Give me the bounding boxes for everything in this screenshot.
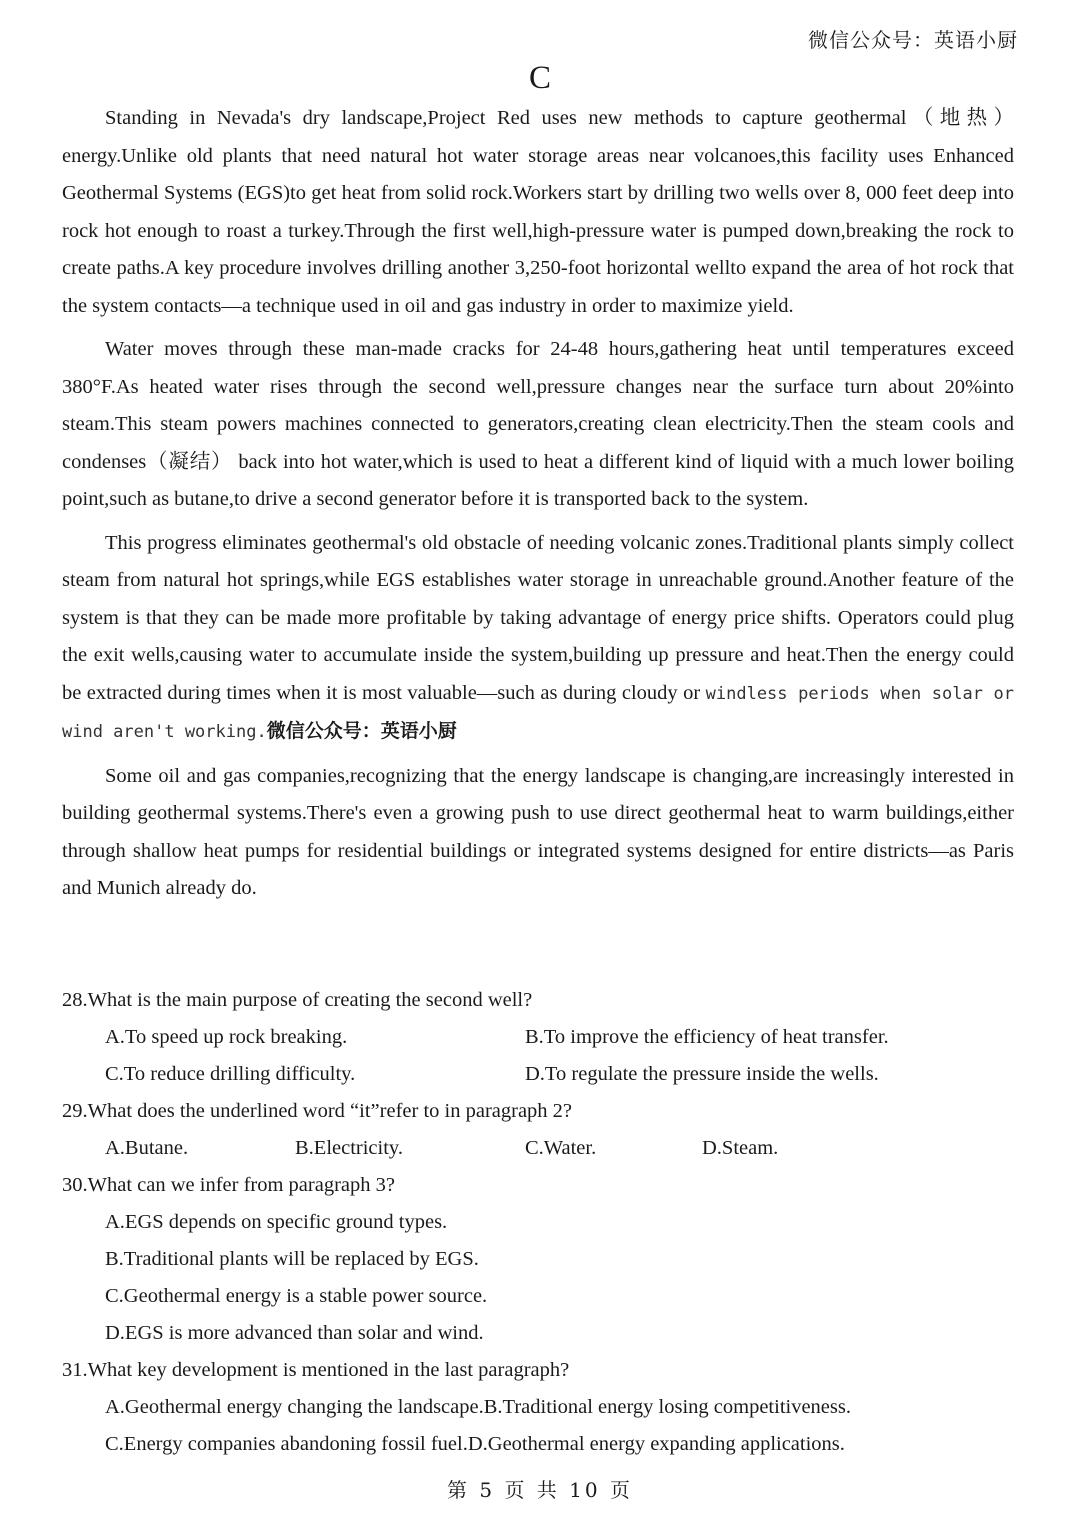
paragraph-3 (62, 525, 1014, 752)
header-watermark-note: 微信公众号：英语小厨 (808, 28, 1018, 52)
paragraph-3-watermark-note: 微信公众号：英语小厨 (266, 720, 457, 742)
question-28-option-c: C.To reduce drilling difficulty. (105, 1063, 356, 1085)
paragraph-3-text: This progress eliminates geothermal's old obstacle of needing volcanic zones.Traditional plants simply collect steam from natural hot springs,while EGS establishes water storage in unreachable ground.Another feature of the system is that they can be made more profitable by taking advantage of energy price shifts. Operators could plug the exit wells,causing water to accumulate inside the system,building up pressure and heat.Then the energy could be extracted during times when it is most valuable—such as during cloudy or (62, 531, 1014, 704)
question-30-option-c: C.Geothermal energy is a stable power source. (105, 1285, 488, 1307)
question-30-option-d: D.EGS is more advanced than solar and wind. (105, 1322, 484, 1344)
question-29-stem: 29.What does the underlined word “it”refer to in paragraph 2? (62, 1100, 573, 1122)
paragraph-2: Water moves through these man-made cracks for 24-48 hours,gathering heat until temperatures exceed 380°F.As heated water rises through the second well,pressure changes near the surface turn about 20%into steam.This steam powers machines connected to generators,creating clean electricity.Then the steam cools and condenses（凝结） back into hot water,which is used to heat a different kind of liquid with a much lower boiling point,such as butane,to drive a second generator before it is transported back to the system. (62, 338, 1014, 510)
page-number-footer: 第 5 页 共 10 页 (447, 1478, 633, 1502)
reading-passage (62, 100, 1014, 914)
question-28-option-d: D.To regulate the pressure inside the wells. (525, 1063, 879, 1085)
question-30-option-a: A.EGS depends on specific ground types. (105, 1211, 448, 1233)
question-28-option-b: B.To improve the efficiency of heat transfer. (525, 1026, 889, 1048)
question-30-stem: 30.What can we infer from paragraph 3? (62, 1174, 395, 1196)
paragraph-3-mono-text: windless periods when solar or wind aren't working. (62, 683, 1015, 742)
question-28-options-row-1 (62, 1019, 1014, 1056)
question-30-option-b: B.Traditional plants will be replaced by EGS. (105, 1248, 479, 1270)
paragraph-1: Standing in Nevada's dry landscape,Project Red uses new methods to capture geothermal（地热） energy.Unlike old plants that need natural hot water storage areas near volcanoes,this facility uses Enhanced Geothermal Systems (EGS)to get heat from solid rock.Workers start by drilling two wells over 8, 000 feet deep into rock hot enough to roast a turkey.Through the first well,high-pressure water is pumped down,breaking the rock to create paths.A key procedure involves drilling another 3,250-foot horizontal wellto expand the area of hot rock that the system contacts—a technique used in oil and gas industry in order to maximize yield. (62, 107, 1014, 317)
question-31-stem: 31.What key development is mentioned in the last paragraph? (62, 1359, 570, 1381)
paragraph-4: Some oil and gas companies,recognizing that the energy landscape is changing,are increasingly interested in building geothermal systems.There's even a growing push to use direct geothermal heat to warm buildings,either through shallow heat pumps for residential buildings or integrated systems designed for entire districts—as Paris and Munich already do. (62, 764, 1014, 899)
question-29-option-a: A.Butane. (105, 1137, 189, 1159)
question-28-options-row-2 (62, 1056, 1014, 1093)
question-section (62, 982, 1014, 1463)
question-31-options-cd: C.Energy companies abandoning fossil fuel.D.Geothermal energy expanding applications. (105, 1433, 845, 1455)
question-29-option-c: C.Water. (525, 1137, 597, 1159)
question-31-options-ab: A.Geothermal energy changing the landscape.B.Traditional energy losing competitiveness. (105, 1396, 851, 1418)
question-29-option-d: D.Steam. (702, 1137, 779, 1159)
question-29-option-b: B.Electricity. (295, 1137, 403, 1159)
question-28-stem: 28.What is the main purpose of creating the second well? (62, 989, 533, 1011)
section-letter: C (528, 60, 551, 96)
question-29-options-row (62, 1130, 1014, 1167)
question-28-option-a: A.To speed up rock breaking. (105, 1026, 348, 1048)
